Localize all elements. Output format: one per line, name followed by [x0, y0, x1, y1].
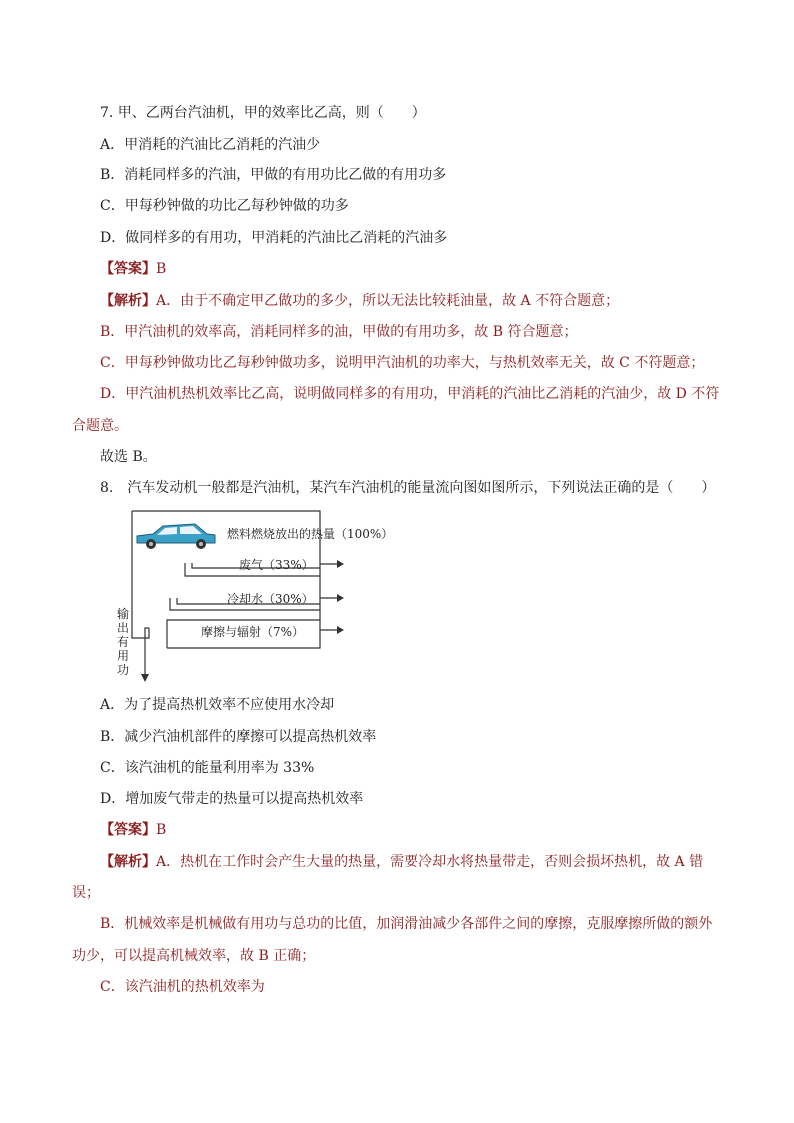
svg-text:出: 出 [117, 621, 130, 635]
q7-analysis-tag: 【解析】 [100, 293, 156, 309]
q7-analysis-d: D．甲汽油机热机效率比乙高，说明做同样多的有用功，甲消耗的汽油比乙消耗的汽油少，故 D 不符 [100, 386, 720, 402]
q7-option-b: B．消耗同样多的汽油，甲做的有用功比乙做的有用功多 [100, 167, 447, 183]
q7-option-c: C．甲每秒钟做的功比乙每秒钟做的功多 [100, 198, 349, 214]
q8-analysis-a [100, 852, 703, 872]
svg-text:输: 输 [117, 607, 130, 621]
q8-option-a: A．为了提高热机效率不应使用水冷却 [100, 697, 335, 713]
q7-answer [100, 259, 166, 279]
q7-conclusion: 故选 B。 [100, 449, 157, 465]
q7-option-a: A．甲消耗的汽油比乙消耗的汽油少 [100, 137, 321, 153]
q8-option-b: B．减少汽油机部件的摩擦可以提高热机效率 [100, 729, 377, 745]
q7-analysis-a-text: A．由于不确定甲乙做功的多少，所以无法比较耗油量，故 A 不符合题意； [156, 293, 620, 309]
q7-answer-tag: 【答案】 [100, 261, 156, 277]
q8-answer [100, 820, 166, 840]
q8-option-d: D．增加废气带走的热量可以提高热机效率 [100, 791, 364, 807]
q8-analysis-b: B．机械效率是机械做有用功与总功的比值，加润滑油减少各部件之间的摩擦，克服摩擦所做的额外 [100, 916, 713, 932]
car-icon [137, 524, 215, 549]
svg-text:有: 有 [117, 635, 130, 649]
q7-option-d: D．做同样多的有用功，甲消耗的汽油比乙消耗的汽油多 [100, 230, 448, 246]
q8-analysis-b-cont: 功少，可以提高机械效率，故 B 正确； [72, 948, 316, 964]
q7-analysis-c: C．甲每秒钟做功比乙每秒钟做功多，说明甲汽油机的功率大，与热机效率无关，故 C 不符题意； [100, 355, 705, 371]
q7-answer-value: B [156, 261, 167, 277]
q8-stem: 8. 汽车发动机一般都是汽油机，某汽车汽油机的能量流向图如图所示，下列说法正确的是（ ） [100, 480, 716, 496]
q8-answer-value: B [156, 822, 167, 838]
q7-analysis-a [100, 291, 619, 311]
q8-answer-tag: 【答案】 [100, 822, 156, 838]
fuel-label: 燃料燃烧放出的热量（100%） [227, 527, 394, 541]
q8-option-c: C．该汽油机的能量利用率为 33% [100, 760, 315, 776]
q7-analysis-b: B．甲汽油机的效率高，消耗同样多的油，甲做的有用功多，故 B 符合题意； [100, 324, 578, 340]
q8-analysis-tag: 【解析】 [100, 854, 156, 870]
q8-analysis-a-cont: 误； [72, 885, 100, 901]
q8-analysis-a-text: A．热机在工作时会产生大量的热量，需要冷却水将热量带走，否则会损坏热机，故 A 错 [156, 854, 704, 870]
coolant-label: 冷却水（30%） [227, 592, 314, 606]
q8-analysis-c: C．该汽油机的热机效率为 [100, 979, 265, 995]
energy-flow-diagram [115, 508, 394, 683]
q7-analysis-d-cont: 合题意。 [72, 418, 128, 434]
friction-label: 摩擦与辐射（7%） [201, 625, 305, 639]
exhaust-label: 废气（33%） [239, 558, 314, 572]
q7-stem: 7. 甲、乙两台汽油机，甲的效率比乙高，则（ ） [100, 105, 426, 121]
svg-text:功: 功 [117, 663, 130, 677]
useful-work-label [117, 606, 129, 677]
svg-text:用: 用 [117, 649, 130, 663]
